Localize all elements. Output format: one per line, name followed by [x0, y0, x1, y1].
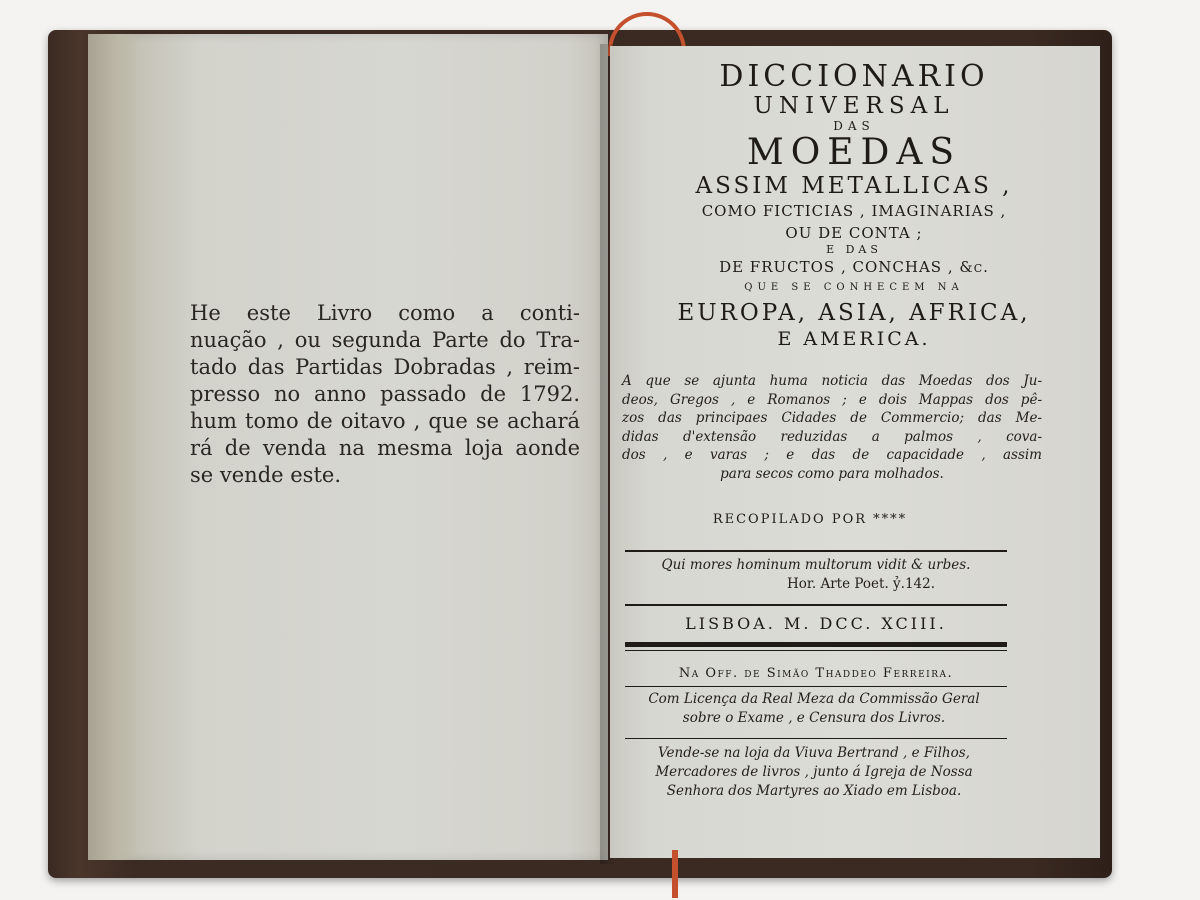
notice-line: se vende este.	[190, 463, 341, 487]
imprint-place-date: LISBOA. M. DCC. XCIII.	[685, 614, 947, 633]
description-line: dos , e varas ; e das de capacidade , assim	[622, 447, 1042, 463]
notice-line: presso no anno passado de 1792.	[190, 382, 580, 406]
rule-divider	[625, 650, 1007, 651]
licence-text	[618, 690, 1010, 728]
sale-notice	[618, 744, 1010, 801]
rule-divider	[625, 550, 1007, 552]
printer-line: Na Off. de Simão Thaddeo Ferreira.	[678, 666, 954, 681]
bookmark-ribbon-bottom	[672, 850, 678, 898]
notice-line: rá de venda na mesma loja aonde	[190, 436, 580, 460]
sale-line: Vende-se na loja da Viuva Bertrand , e Filhos,	[658, 745, 970, 761]
title-line: OU DE CONTA ;	[785, 224, 923, 242]
title-line: QUE SE CONHECEM NA	[744, 282, 964, 293]
title-line: UNIVERSAL	[753, 93, 955, 119]
notice-line: He este Livro como a conti-	[190, 301, 580, 325]
description-line: A que se ajunta huma noticia das Moedas dos Ju-	[622, 373, 1042, 389]
page-edge-stain	[88, 34, 140, 860]
compiler-line: RECOPILADO POR ****	[712, 512, 908, 527]
title-line: EUROPA, ASIA, AFRICA,	[677, 300, 1031, 326]
licence-line: sobre o Exame , e Censura dos Livros.	[682, 710, 946, 726]
notice-line: tado das Partidas Dobradas , reim-	[190, 355, 580, 379]
title-line: ASSIM METALLICAS ,	[695, 173, 1013, 199]
title-line: COMO FICTICIAS , IMAGINARIAS ,	[701, 202, 1007, 220]
title-line: E AMERICA.	[777, 328, 931, 350]
epigraph-source: Hor. Arte Poet. ỷ.142.	[787, 576, 935, 592]
notice-line: nuação , ou segunda Parte do Tra-	[190, 328, 580, 352]
licence-line: Com Licença da Real Meza da Commissão Geral	[648, 691, 980, 707]
rule-divider	[625, 738, 1007, 739]
title-line: E DAS	[826, 243, 882, 256]
title-main-word: MOEDAS	[746, 132, 962, 173]
epigraph	[625, 556, 1007, 594]
title-line: DAS	[833, 119, 875, 133]
title-line: DICCIONARIO	[719, 59, 989, 94]
description-paragraph	[622, 372, 1042, 483]
epigraph-quote: Qui mores hominum multorum vidit & urbes.	[661, 557, 971, 573]
description-line: para secos como para molhados.	[720, 465, 944, 482]
sale-line: Senhora dos Martyres ao Xiado em Lisboa.	[666, 783, 962, 799]
left-page-notice	[190, 300, 580, 489]
title-block	[618, 60, 1090, 350]
rule-divider	[625, 686, 1007, 687]
notice-line: hum tomo de oitavo , que se achará	[190, 409, 580, 433]
title-line: DE FRUCTOS , CONCHAS , &c.	[719, 258, 989, 276]
sale-line: Mercadores de livros , junto á Igreja de Nossa	[655, 764, 973, 780]
thick-rule-divider	[625, 642, 1007, 647]
description-line: zos das principaes Cidades de Commercio; das Me-	[622, 410, 1042, 426]
description-line: didas d'extensão reduzidas a palmos , cova-	[622, 428, 1042, 445]
description-line: deos, Gregos , e Romanos ; e dois Mappas dos pê-	[622, 391, 1042, 408]
rule-divider	[625, 604, 1007, 606]
